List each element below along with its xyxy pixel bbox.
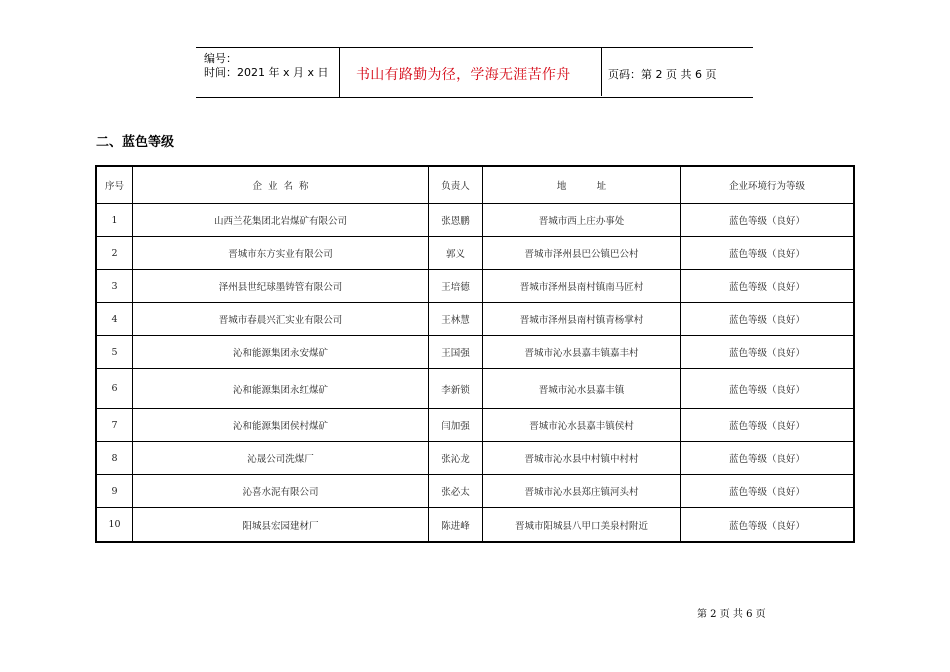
row-grade: 蓝色等级（良好）	[728, 421, 805, 432]
row-address: 晋城市阳城县八甲口美泉村附近	[483, 508, 681, 541]
row-person: 张沁龙	[429, 442, 483, 474]
row-no: 5	[97, 336, 133, 368]
row-grade: 蓝色等级（良好）	[728, 520, 805, 532]
row-name: 沁喜水泥有限公司	[133, 475, 429, 507]
header-page-number: 页码：第 2 页 共 6 页	[608, 68, 717, 81]
row-grade: 蓝色等级（良好）	[728, 216, 805, 227]
row-person: 陈进峰	[429, 508, 483, 541]
section-title: 二、蓝色等级	[96, 135, 175, 150]
header-name: 企 业 名 称	[133, 167, 429, 203]
table-row	[97, 475, 853, 508]
row-person: 闫加强	[429, 409, 483, 441]
header-meta	[196, 48, 340, 97]
table-row	[97, 369, 853, 409]
table-row	[97, 204, 853, 237]
row-grade: 蓝色等级（良好）	[728, 315, 805, 326]
row-no: 10	[97, 508, 133, 541]
header-motto: 书山有路勤为径，学海无涯苦作舟	[356, 67, 571, 83]
row-no: 4	[97, 303, 133, 335]
row-name: 泽州县世纪球墨铸管有限公司	[133, 270, 429, 302]
header-no: 序号	[97, 167, 133, 203]
row-no: 8	[97, 442, 133, 474]
row-grade: 蓝色等级（良好）	[728, 348, 805, 359]
row-grade: 蓝色等级（良好）	[728, 487, 805, 498]
row-name: 沁和能源集团侯村煤矿	[133, 409, 429, 441]
table-header-row	[97, 167, 853, 204]
row-no: 7	[97, 409, 133, 441]
page-footer: 第 2 页 共 6 页	[697, 609, 766, 620]
row-name: 晋城市东方实业有限公司	[133, 237, 429, 269]
row-no: 1	[97, 204, 133, 236]
header-grade: 企业环境行为等级	[728, 181, 805, 192]
code-label: 编号：	[204, 52, 237, 65]
row-name: 阳城县宏园建材厂	[133, 508, 429, 541]
table-row	[97, 336, 853, 369]
row-address: 晋城市泽州县巴公镇巴公村	[483, 237, 681, 269]
header-divider	[601, 47, 602, 96]
row-grade: 蓝色等级（良好）	[728, 454, 805, 465]
header-address: 地 址	[483, 167, 681, 203]
row-grade: 蓝色等级（良好）	[728, 384, 805, 396]
row-address: 晋城市西上庄办事处	[483, 204, 681, 236]
row-person: 王国强	[429, 336, 483, 368]
row-grade: 蓝色等级（良好）	[728, 282, 805, 293]
table-row	[97, 442, 853, 475]
row-no: 3	[97, 270, 133, 302]
row-address: 晋城市沁水县嘉丰镇	[483, 369, 681, 408]
row-person: 王林慧	[429, 303, 483, 335]
row-person: 郭义	[429, 237, 483, 269]
table-row	[97, 508, 853, 541]
row-grade: 蓝色等级（良好）	[728, 249, 805, 260]
row-person: 张恩鹏	[429, 204, 483, 236]
table-row	[97, 303, 853, 336]
enterprise-table	[95, 165, 855, 543]
row-no: 6	[97, 369, 133, 408]
row-address: 晋城市沁水县郑庄镇河头村	[483, 475, 681, 507]
row-person: 王培德	[429, 270, 483, 302]
header-person: 负责人	[429, 167, 483, 203]
row-name: 山西兰花集团北岩煤矿有限公司	[133, 204, 429, 236]
row-person: 张必太	[429, 475, 483, 507]
row-name: 晋城市春晨兴汇实业有限公司	[133, 303, 429, 335]
time-label: 时间：2021 年 x 月 x 日	[204, 66, 329, 79]
row-address: 晋城市沁水县嘉丰镇侯村	[483, 409, 681, 441]
table-row	[97, 237, 853, 270]
row-address: 晋城市泽州县南村镇青杨掌村	[483, 303, 681, 335]
row-name: 沁和能源集团永安煤矿	[133, 336, 429, 368]
row-address: 晋城市沁水县中村镇中村村	[483, 442, 681, 474]
row-no: 2	[97, 237, 133, 269]
row-address: 晋城市沁水县嘉丰镇嘉丰村	[483, 336, 681, 368]
row-person: 李新锁	[429, 369, 483, 408]
table-row	[97, 409, 853, 442]
row-name: 沁晟公司洗煤厂	[133, 442, 429, 474]
row-name: 沁和能源集团永红煤矿	[133, 369, 429, 408]
row-no: 9	[97, 475, 133, 507]
row-address: 晋城市泽州县南村镇南马匠村	[483, 270, 681, 302]
table-row	[97, 270, 853, 303]
